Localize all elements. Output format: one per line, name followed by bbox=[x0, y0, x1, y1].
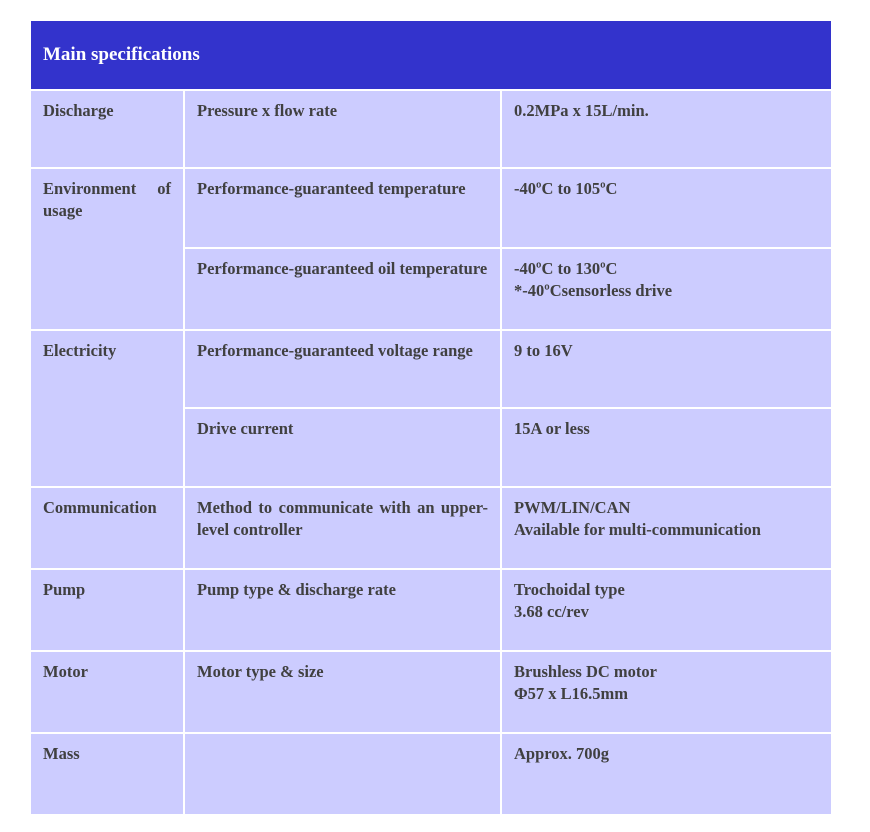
value-cell bbox=[501, 408, 831, 487]
value-cell bbox=[501, 90, 831, 168]
value-line: 15A or less bbox=[514, 419, 590, 438]
item-cell: Performance-guaranteed oil temperature bbox=[184, 248, 501, 330]
value-line: 0.2MPa x 15L/min. bbox=[514, 101, 649, 120]
category-cell: Electricity bbox=[31, 330, 184, 487]
item-cell: Performance-guaranteed temperature bbox=[184, 168, 501, 248]
category-cell: Pump bbox=[31, 569, 184, 651]
value-line: Φ57 x L16.5mm bbox=[514, 684, 629, 703]
table-header-row bbox=[31, 21, 831, 90]
table-row bbox=[31, 90, 831, 168]
category-cell: Motor bbox=[31, 651, 184, 733]
category-cell: Communication bbox=[31, 487, 184, 569]
value-line: Trochoidal type bbox=[514, 580, 625, 599]
value-line: *-40ºCsensorless drive bbox=[514, 281, 673, 300]
table-row bbox=[31, 168, 831, 248]
item-cell: Motor type & size bbox=[184, 651, 501, 733]
table-row bbox=[31, 569, 831, 651]
value-line: Brushless DC motor bbox=[514, 662, 657, 681]
value-line: PWM/LIN/CAN bbox=[514, 498, 631, 517]
value-cell bbox=[501, 487, 831, 569]
table-title: Main specifications bbox=[31, 21, 831, 90]
category-cell: Environment of usage bbox=[31, 168, 184, 330]
item-cell: Drive current bbox=[184, 408, 501, 487]
value-cell bbox=[501, 168, 831, 248]
specifications-table bbox=[31, 21, 831, 816]
value-line: 9 to 16V bbox=[514, 341, 573, 360]
value-cell bbox=[501, 330, 831, 408]
value-line: 3.68 cc/rev bbox=[514, 602, 589, 621]
value-line: -40ºC to 130ºC bbox=[514, 259, 618, 278]
value-line: -40ºC to 105ºC bbox=[514, 179, 618, 198]
item-cell: Pump type & discharge rate bbox=[184, 569, 501, 651]
item-cell bbox=[184, 733, 501, 815]
value-cell bbox=[501, 248, 831, 330]
value-cell bbox=[501, 569, 831, 651]
category-cell: Discharge bbox=[31, 90, 184, 168]
item-cell: Pressure x flow rate bbox=[184, 90, 501, 168]
category-cell: Mass bbox=[31, 733, 184, 815]
table-row bbox=[31, 733, 831, 815]
value-line: Available for multi-communication bbox=[514, 520, 761, 539]
table-row bbox=[31, 487, 831, 569]
item-cell: Method to communicate with an upper-level controller bbox=[184, 487, 501, 569]
table-row bbox=[31, 330, 831, 408]
table-row bbox=[31, 651, 831, 733]
value-cell bbox=[501, 733, 831, 815]
item-cell: Performance-guaranteed voltage range bbox=[184, 330, 501, 408]
value-cell bbox=[501, 651, 831, 733]
value-line: Approx. 700g bbox=[514, 744, 610, 763]
